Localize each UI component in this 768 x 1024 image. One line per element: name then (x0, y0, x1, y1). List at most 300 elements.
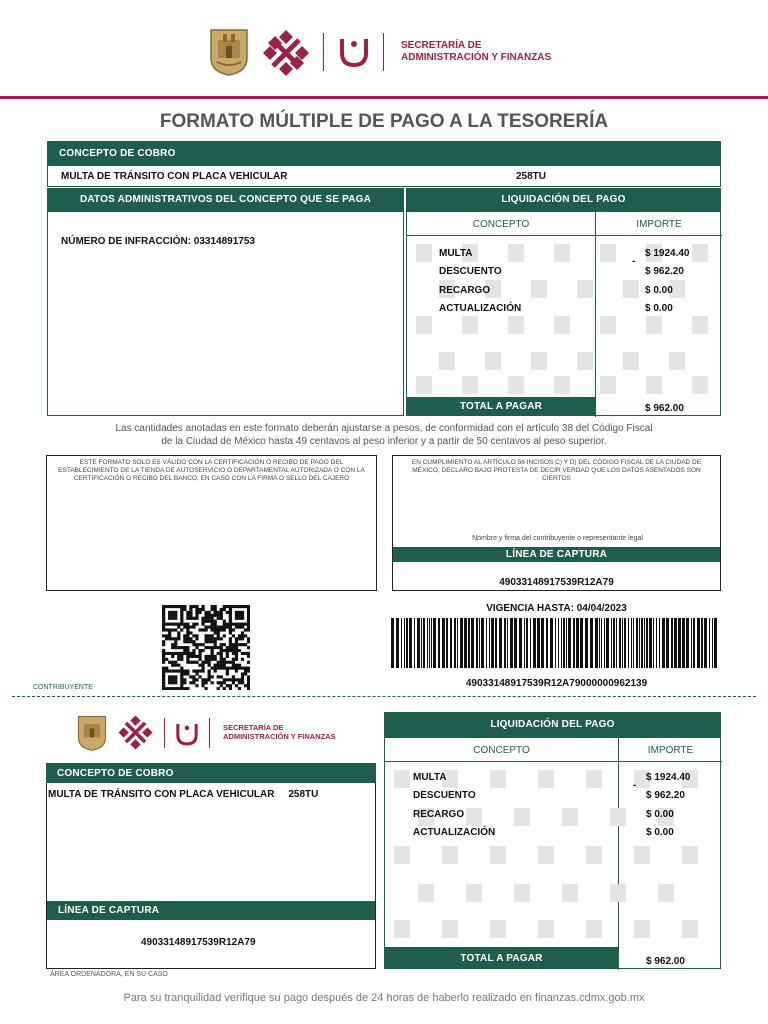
qr-module (195, 672, 198, 675)
qr-module (214, 643, 217, 646)
liquidation-amounts (646, 769, 720, 842)
barcode-bar (714, 618, 717, 668)
qr-module (162, 652, 165, 655)
qr-module (235, 611, 238, 614)
agency-line-1: SECRETARÍA DE (223, 723, 284, 732)
qr-module (217, 646, 220, 649)
qr-module (241, 637, 244, 640)
qr-module (217, 631, 220, 634)
qr-module (223, 605, 226, 608)
qr-module (192, 649, 195, 652)
qr-module (235, 667, 238, 670)
qr-module (229, 640, 232, 643)
barcode-bar (427, 618, 428, 668)
qr-module (232, 658, 235, 661)
qr-module (198, 669, 201, 672)
total-value: $ 962.00 (646, 956, 685, 967)
qr-module (171, 681, 174, 684)
capture-header-bar (393, 547, 720, 562)
qr-module (241, 652, 244, 655)
footer-note: Para su tranquilidad verifique su pago después de 24 horas de haberlo realizado en finanzas.cdmx.gob.mx (123, 992, 645, 1004)
item-amount-multa: $ 1924.40 (646, 772, 691, 783)
qr-module (223, 658, 226, 661)
qr-module (211, 626, 214, 629)
qr-module (180, 611, 183, 614)
qr-module (229, 661, 232, 664)
qr-module (171, 664, 174, 667)
qr-module (180, 675, 183, 678)
qr-module (195, 646, 198, 649)
barcode-bar (653, 618, 654, 668)
barcode-bar (417, 618, 420, 668)
qr-module (232, 605, 235, 608)
qr-module (168, 634, 171, 637)
qr-module (162, 628, 165, 631)
qr-module (204, 681, 207, 684)
qr-module (198, 628, 201, 631)
barcode-bar (530, 618, 531, 668)
qr-module (192, 643, 195, 646)
qr-module (177, 652, 180, 655)
qr-module (177, 646, 180, 649)
barcode-bar (639, 618, 640, 668)
capture-header: LÍNEA DE CAPTURA (505, 549, 608, 560)
qr-module (226, 649, 229, 652)
qr-module (214, 605, 217, 608)
qr-module (174, 664, 177, 667)
qr-module (217, 626, 220, 629)
qr-module (180, 623, 183, 626)
qr-module (208, 634, 211, 637)
qr-module (229, 614, 232, 617)
rounding-note (60, 422, 708, 448)
barcode-bar (507, 618, 508, 668)
item-label-descuento: DESCUENTO (413, 790, 476, 802)
qr-module (220, 675, 223, 678)
qr-module (189, 605, 192, 608)
barcode-bar (662, 618, 665, 668)
qr-module (238, 623, 241, 626)
barcode-bar (471, 618, 474, 668)
qr-module (168, 678, 171, 681)
qr-module (214, 667, 217, 670)
column-header-amount: IMPORTE (636, 218, 682, 230)
qr-module (235, 655, 238, 658)
qr-module (165, 667, 168, 670)
qr-module (174, 623, 177, 626)
qr-module (235, 605, 238, 608)
cdmx-logo-icon (117, 714, 154, 751)
qr-module (223, 649, 226, 652)
column-header-concept: CONCEPTO (473, 744, 530, 756)
infraction-number: NÚMERO DE INFRACCIÓN: 03314891753 (61, 236, 255, 247)
barcode-bar (671, 618, 673, 668)
barcode-bar (636, 618, 638, 668)
qr-module (183, 637, 186, 640)
barcode-bar (454, 618, 456, 668)
qr-module (183, 634, 186, 637)
qr-module (204, 620, 207, 623)
qr-module (235, 669, 238, 672)
qr-module (223, 643, 226, 646)
qr-module (247, 640, 250, 643)
bottom-liquidation-box (384, 737, 721, 969)
qr-module (186, 658, 189, 661)
qr-module (183, 652, 186, 655)
qr-module (204, 626, 207, 629)
qr-module (168, 637, 171, 640)
qr-module (226, 652, 229, 655)
capture-value: 49033148917539R12A79 (499, 577, 614, 588)
barcode-bar (682, 618, 685, 668)
bottom-capture-header: LÍNEA DE CAPTURA (58, 905, 160, 916)
qr-module (186, 634, 189, 637)
qr-module (180, 681, 183, 684)
qr-module (217, 667, 220, 670)
concept-name: MULTA DE TRÁNSITO CON PLACA VEHICULAR (61, 171, 288, 182)
qr-module (223, 664, 226, 667)
qr-module (171, 652, 174, 655)
qr-module (186, 628, 189, 631)
qr-module (214, 640, 217, 643)
barcode-bar (396, 618, 399, 668)
item-amount-recargo: $ 0.00 (645, 284, 673, 296)
qr-module (171, 617, 174, 620)
qr-module (238, 678, 241, 681)
qr-module (229, 687, 232, 690)
barcode-bar (438, 618, 440, 668)
qr-module (241, 643, 244, 646)
qr-module (192, 640, 195, 643)
agency-name (223, 723, 336, 741)
qr-module (232, 681, 235, 684)
qr-module (220, 664, 223, 667)
qr-module (201, 605, 204, 608)
liquidation-header-rule (407, 235, 722, 236)
qr-module (211, 637, 214, 640)
qr-module (186, 646, 189, 649)
qr-module (244, 672, 247, 675)
barcode-bar (576, 618, 579, 668)
barcode-bar (568, 618, 571, 668)
qr-module (174, 661, 177, 664)
barcode-bar (631, 618, 632, 668)
qr-module (168, 614, 171, 617)
qr-module (223, 628, 226, 631)
qr-module (235, 623, 238, 626)
qr-module (204, 687, 207, 690)
qr-module (220, 617, 223, 620)
barcode-bar (555, 618, 556, 668)
discount-minus-sign: - (632, 256, 636, 267)
qr-module (174, 646, 177, 649)
qr-module (162, 643, 165, 646)
agency-line-1: SECRETARÍA DE (401, 40, 482, 51)
qr-module (229, 617, 232, 620)
qr-module (174, 640, 177, 643)
mexico-city-heart-icon (174, 721, 200, 747)
qr-module (171, 669, 174, 672)
qr-module (174, 675, 177, 678)
column-header-concept: CONCEPTO (472, 218, 530, 230)
coat-of-arms-icon (77, 715, 107, 751)
qr-module (183, 678, 186, 681)
qr-module (168, 681, 171, 684)
qr-module (171, 646, 174, 649)
qr-module (171, 628, 174, 631)
qr-module (208, 658, 211, 661)
qr-module (189, 611, 192, 614)
qr-module (229, 678, 232, 681)
barcode-bar (464, 618, 467, 668)
qr-module (208, 655, 211, 658)
barcode-bar (460, 618, 463, 668)
barcode (391, 618, 721, 668)
qr-module (226, 667, 229, 670)
barcode-bar (641, 618, 643, 668)
qr-module (180, 605, 183, 608)
qr-module (229, 605, 232, 608)
qr-module (220, 646, 223, 649)
qr-module (223, 678, 226, 681)
qr-module (220, 626, 223, 629)
qr-module (211, 667, 214, 670)
qr-module (186, 649, 189, 652)
cdmx-logo-icon (261, 28, 311, 78)
qr-module (204, 658, 207, 661)
qr-module (232, 678, 235, 681)
liquidation-items (439, 245, 589, 318)
qr-module (177, 669, 180, 672)
qr-module (183, 672, 186, 675)
qr-module (220, 628, 223, 631)
validity-text: ESTE FORMATO SOLO ES VÁLIDO CON LA CERTIFICACIÓN O RECIBO DE PAGO DEL ESTABLECIMIENTO DE LA TIENDA DE AUTOSERVICIO O DEPARTAMENTAL AUTORIZADA O CON LA CERTIFICACIÓN O RECIBO DEL BANCO, EN CASO CON LA FIRMA O SELLO DEL CAJERO (58, 459, 365, 482)
qr-module (211, 675, 214, 678)
barcode-number: 49033148917539R12A79000000962139 (465, 678, 648, 689)
barcode-bar (391, 618, 394, 668)
qr-module (183, 649, 186, 652)
column-header-amount: IMPORTE (647, 744, 694, 756)
qr-module (162, 611, 165, 614)
qr-module (174, 687, 177, 690)
qr-module (220, 684, 223, 687)
qr-module (247, 620, 250, 623)
qr-module (235, 640, 238, 643)
barcode-bar (421, 618, 422, 668)
qr-module (238, 614, 241, 617)
qr-module (192, 669, 195, 672)
qr-module (204, 661, 207, 664)
qr-module (208, 672, 211, 675)
qr-module (217, 628, 220, 631)
barcode-bar (628, 618, 629, 668)
qr-module (208, 675, 211, 678)
qr-module (195, 684, 198, 687)
contributor-label: CONTRIBUYENTE (33, 684, 93, 691)
qr-module (180, 678, 183, 681)
barcode-bar (406, 618, 408, 668)
qr-module (195, 617, 198, 620)
qr-module (162, 684, 165, 687)
qr-module (223, 634, 226, 637)
qr-module (220, 667, 223, 670)
qr-module (174, 628, 177, 631)
rounding-note-line-2: de la Ciudad de México hasta 49 centavos al peso inferior y a partir de 50 centavos al peso superior. (161, 436, 607, 447)
qr-module (226, 611, 229, 614)
qr-module (204, 628, 207, 631)
header-divider (323, 33, 324, 71)
qr-module (235, 637, 238, 640)
bottom-concept-header-bar (46, 763, 376, 783)
qr-module (208, 640, 211, 643)
validity-box (46, 455, 377, 591)
qr-module (171, 611, 174, 614)
qr-module (192, 617, 195, 620)
barcode-bar (633, 618, 634, 668)
qr-module (211, 652, 214, 655)
qr-module (235, 649, 238, 652)
qr-module (247, 611, 250, 614)
qr-module (204, 614, 207, 617)
barcode-bar (622, 618, 623, 668)
barcode-bar (468, 618, 470, 668)
qr-module (211, 634, 214, 637)
qr-module (186, 640, 189, 643)
header-divider-2 (383, 33, 384, 71)
qr-module (211, 681, 214, 684)
qr-module (214, 611, 217, 614)
qr-module (195, 634, 198, 637)
qr-module (244, 667, 247, 670)
qr-module (192, 675, 195, 678)
barcode-bar (613, 618, 615, 668)
barcode-bar (446, 618, 448, 668)
qr-module (162, 687, 165, 690)
qr-module (162, 661, 165, 664)
qr-module (171, 623, 174, 626)
qr-module (229, 667, 232, 670)
qr-module (247, 617, 250, 620)
barcode-bar (526, 618, 528, 668)
qr-module (247, 681, 250, 684)
declaration-text: EN CUMPLIMIENTO AL ARTÍCULO 56 INCISOS C) Y D) DEL CÓDIGO FISCAL DE LA CIUDAD DE MÉXICO, DECLARO BAJO PROTESTA DE DECIR VERDAD QUE LOS DATOS ASENTADOS SON CIERTOS (411, 459, 702, 482)
barcode-bar (701, 618, 703, 668)
liquidation-header-bar (406, 188, 721, 211)
qr-module (198, 664, 201, 667)
qr-module (198, 652, 201, 655)
qr-module (232, 649, 235, 652)
qr-module (180, 652, 183, 655)
barcode-bar (646, 618, 648, 668)
qr-module (192, 626, 195, 629)
qr-module (238, 634, 241, 637)
qr-module (229, 608, 232, 611)
qr-module (247, 626, 250, 629)
qr-module (171, 637, 174, 640)
barcode-bar (580, 618, 583, 668)
qr-module (229, 611, 232, 614)
qr-module (241, 675, 244, 678)
qr-module (171, 687, 174, 690)
qr-module (162, 678, 165, 681)
rounding-note-line-1: Las cantidades anotadas en este formato deberán ajustarse a pesos, de conformidad con el artículo 38 del Código Fiscal (115, 423, 653, 434)
qr-module (195, 669, 198, 672)
qr-module (192, 681, 195, 684)
qr-module (186, 669, 189, 672)
bottom-concept-header: CONCEPTO DE COBRO (57, 767, 174, 779)
qr-module (208, 637, 211, 640)
qr-module (238, 611, 241, 614)
barcode-bar (616, 618, 617, 668)
liquidation-amounts (645, 245, 720, 318)
cut-line (12, 696, 756, 697)
qr-module (186, 614, 189, 617)
qr-module (201, 643, 204, 646)
bottom-concept-line: MULTA DE TRÁNSITO CON PLACA VEHICULAR 258TU (48, 789, 319, 800)
liquidation-box (406, 211, 721, 416)
qr-module (189, 681, 192, 684)
qr-module (198, 655, 201, 658)
qr-module (183, 681, 186, 684)
bottom-capture-value: 49033148917539R12A79 (141, 937, 256, 948)
barcode-bar (566, 618, 567, 668)
qr-module (247, 684, 250, 687)
qr-module (241, 623, 244, 626)
qr-module (162, 617, 165, 620)
barcode-bar (414, 618, 415, 668)
qr-module (229, 643, 232, 646)
qr-module (180, 667, 183, 670)
admin-header: DATOS ADMINISTRATIVOS DEL CONCEPTO QUE SE PAGA (79, 194, 372, 205)
qr-module (232, 628, 235, 631)
item-amount-descuento: $ 962.20 (645, 266, 684, 278)
qr-module (162, 681, 165, 684)
total-value: $ 962.00 (645, 403, 684, 414)
barcode-bar (546, 618, 548, 668)
qr-module (171, 655, 174, 658)
qr-module (174, 611, 177, 614)
qr-module (162, 614, 165, 617)
qr-module (162, 658, 165, 661)
barcode-bar (704, 618, 707, 668)
item-label-actualizacion: ACTUALIZACIÓN (439, 302, 522, 314)
barcode-bar (666, 618, 669, 668)
barcode-bar (524, 618, 525, 668)
barcode-bar (585, 618, 588, 668)
qr-module (232, 652, 235, 655)
qr-module (174, 617, 177, 620)
qr-module (208, 611, 211, 614)
qr-module (220, 681, 223, 684)
qr-module (162, 675, 165, 678)
qr-module (232, 623, 235, 626)
qr-module (223, 608, 226, 611)
qr-module (211, 620, 214, 623)
qr-module (174, 652, 177, 655)
qr-module (195, 678, 198, 681)
total-label: TOTAL A PAGAR (460, 952, 543, 964)
barcode-bar (504, 618, 506, 668)
qr-module (162, 669, 165, 672)
qr-module (217, 637, 220, 640)
barcode-bar (659, 618, 660, 668)
barcode-bar (550, 618, 553, 668)
barcode-bar (457, 618, 458, 668)
qr-module (171, 661, 174, 664)
qr-module (211, 614, 214, 617)
qr-module (162, 608, 165, 611)
qr-module (180, 646, 183, 649)
